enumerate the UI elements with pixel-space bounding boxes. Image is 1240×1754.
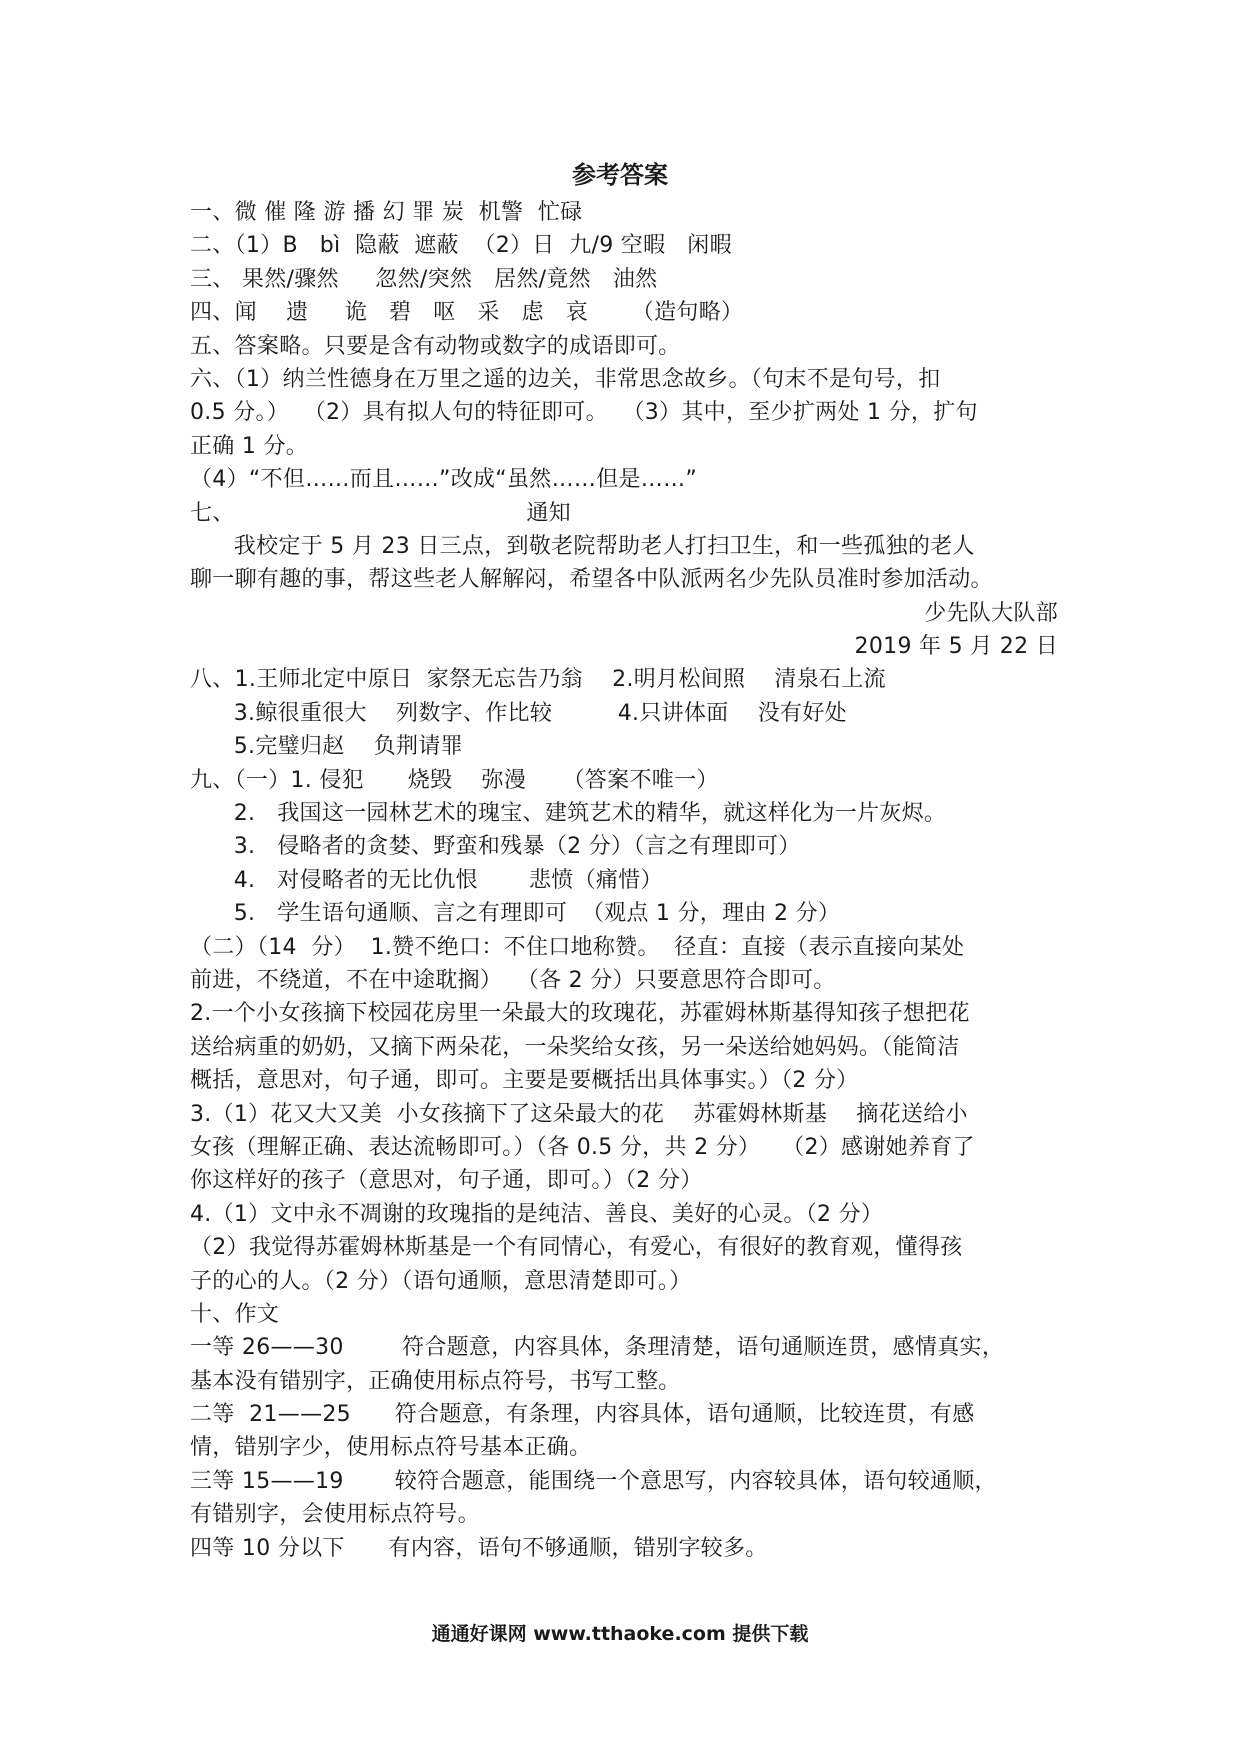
- answer-line: 正确 1 分。: [190, 433, 309, 459]
- answer-line: 4. 对侵略者的无比仇恨 悲愤（痛惜）: [190, 867, 663, 893]
- answer-line: 四、闻 遗 诡 碧 呕 采 虑 哀 （造句略）: [190, 300, 744, 326]
- answer-line: 2.一个小女孩摘下校园花房里一朵最大的玫瑰花，苏霍姆林斯基得知孩子想把花: [190, 1001, 970, 1027]
- answer-line: 3.（1）花又大又美 小女孩摘下了这朵最大的花 苏霍姆林斯基 摘花送给小: [190, 1101, 968, 1127]
- answer-line: 聊一聊有趣的事，帮这些老人解解闷，希望各中队派两名少先队员准时参加活动。: [190, 567, 993, 593]
- answer-line: 十、作文: [190, 1301, 280, 1327]
- answer-line: 女孩（理解正确、表达流畅即可。）（各 0.5 分，共 2 分） （2）感谢她养育了: [190, 1134, 975, 1160]
- page-title: 参考答案: [572, 161, 668, 189]
- answer-line: 二、（1）B bì 隐蔽 遮蔽 （2）日 九/9 空暇 闲暇: [190, 233, 732, 259]
- answer-line: 五、答案略。只要是含有动物或数字的成语即可。: [190, 333, 681, 359]
- footer-source: 通通好课网 www.tthaoke.com 提供下载: [431, 1623, 809, 1645]
- answer-line: 三、 果然/骤然 忽然/突然 居然/竟然 油然: [190, 266, 658, 292]
- answer-line: 三等 15——19 较符合题意，能围绕一个意思写，内容较具体，语句较通顺，: [190, 1468, 997, 1494]
- answer-line: 七、 通知: [190, 500, 571, 526]
- answer-line: 情，错别字少，使用标点符号基本正确。: [190, 1435, 592, 1461]
- answer-line: 你这样好的孩子（意思对，句子通，即可。）（2 分）: [190, 1168, 703, 1194]
- answer-line: 六、（1）纳兰性德身在万里之遥的边关，非常思念故乡。（句末不是句号，扣: [190, 366, 941, 392]
- answer-line: 5.完璧归赵 负荆请罪: [190, 734, 463, 760]
- answer-line: 九、（一）1. 侵犯 烧毁 弥漫 （答案不唯一）: [190, 767, 719, 793]
- answer-line: 一等 26——30 符合题意，内容具体，条理清楚，语句通顺连贯，感情真实，: [190, 1335, 1005, 1361]
- answer-line: 5. 学生语句通顺、言之有理即可 （观点 1 分，理由 2 分）: [190, 901, 841, 927]
- answer-line: （二）（14 分） 1.赞不绝口：不住口地称赞。 径直：直接（表示直接向某处: [190, 934, 965, 960]
- answer-line: 3.鲸很重很大 列数字、作比较 4.只讲体面 没有好处: [190, 700, 847, 726]
- answer-line: 0.5 分。） （2）具有拟人句的特征即可。 （3）其中，至少扩两处 1 分，扩句: [190, 400, 978, 426]
- answer-line: 二等 21——25 符合题意，有条理，内容具体，语句通顺，比较连贯，有感: [190, 1402, 975, 1428]
- answer-line: 四等 10 分以下 有内容，语句不够通顺，错别字较多。: [190, 1535, 768, 1561]
- answer-line: 一、微 催 隆 游 播 幻 罪 炭 机警 忙碌: [190, 200, 583, 225]
- answer-line: 前进，不绕道，不在中途耽搁） （各 2 分）只要意思符合即可。: [190, 967, 836, 993]
- answer-line: 八、1.王师北定中原日 家祭无忘告乃翁 2.明月松间照 清泉石上流: [190, 667, 886, 693]
- answer-line: 4.（1）文中永不凋谢的玫瑰指的是纯洁、善良、美好的心灵。（2 分）: [190, 1201, 884, 1227]
- answer-line: 子的心的人。（2 分）（语句通顺，意思清楚即可。）: [190, 1268, 692, 1294]
- answer-line: 3. 侵略者的贪婪、野蛮和残暴（2 分）（言之有理即可）: [190, 834, 801, 860]
- answer-line: （4）“不但……而且……”改成“虽然……但是……”: [190, 467, 698, 493]
- answer-line: 2019 年 5 月 22 日: [854, 634, 1058, 660]
- answer-line: 送给病重的奶奶，又摘下两朵花，一朵奖给女孩，另一朵送给她妈妈。（能简洁: [190, 1034, 960, 1060]
- answer-line: 我校定于 5 月 23 日三点，到敬老院帮助老人打扫卫生，和一些孤独的老人: [190, 533, 975, 559]
- answer-line: 少先队大队部: [924, 600, 1058, 626]
- answer-line: 概括，意思对，句子通，即可。主要是要概括出具体事实。）（2 分）: [190, 1068, 859, 1094]
- answer-line: 2. 我国这一园林艺术的瑰宝、建筑艺术的精华，就这样化为一片灰烬。: [190, 801, 947, 827]
- answer-line: 有错别字，会使用标点符号。: [190, 1502, 480, 1528]
- answer-line: （2）我觉得苏霍姆林斯基是一个有同情心，有爱心，有很好的教育观，懂得孩: [190, 1235, 963, 1261]
- answer-line: 基本没有错别字，正确使用标点符号，书写工整。: [190, 1368, 681, 1394]
- answer-content: [190, 196, 1058, 1565]
